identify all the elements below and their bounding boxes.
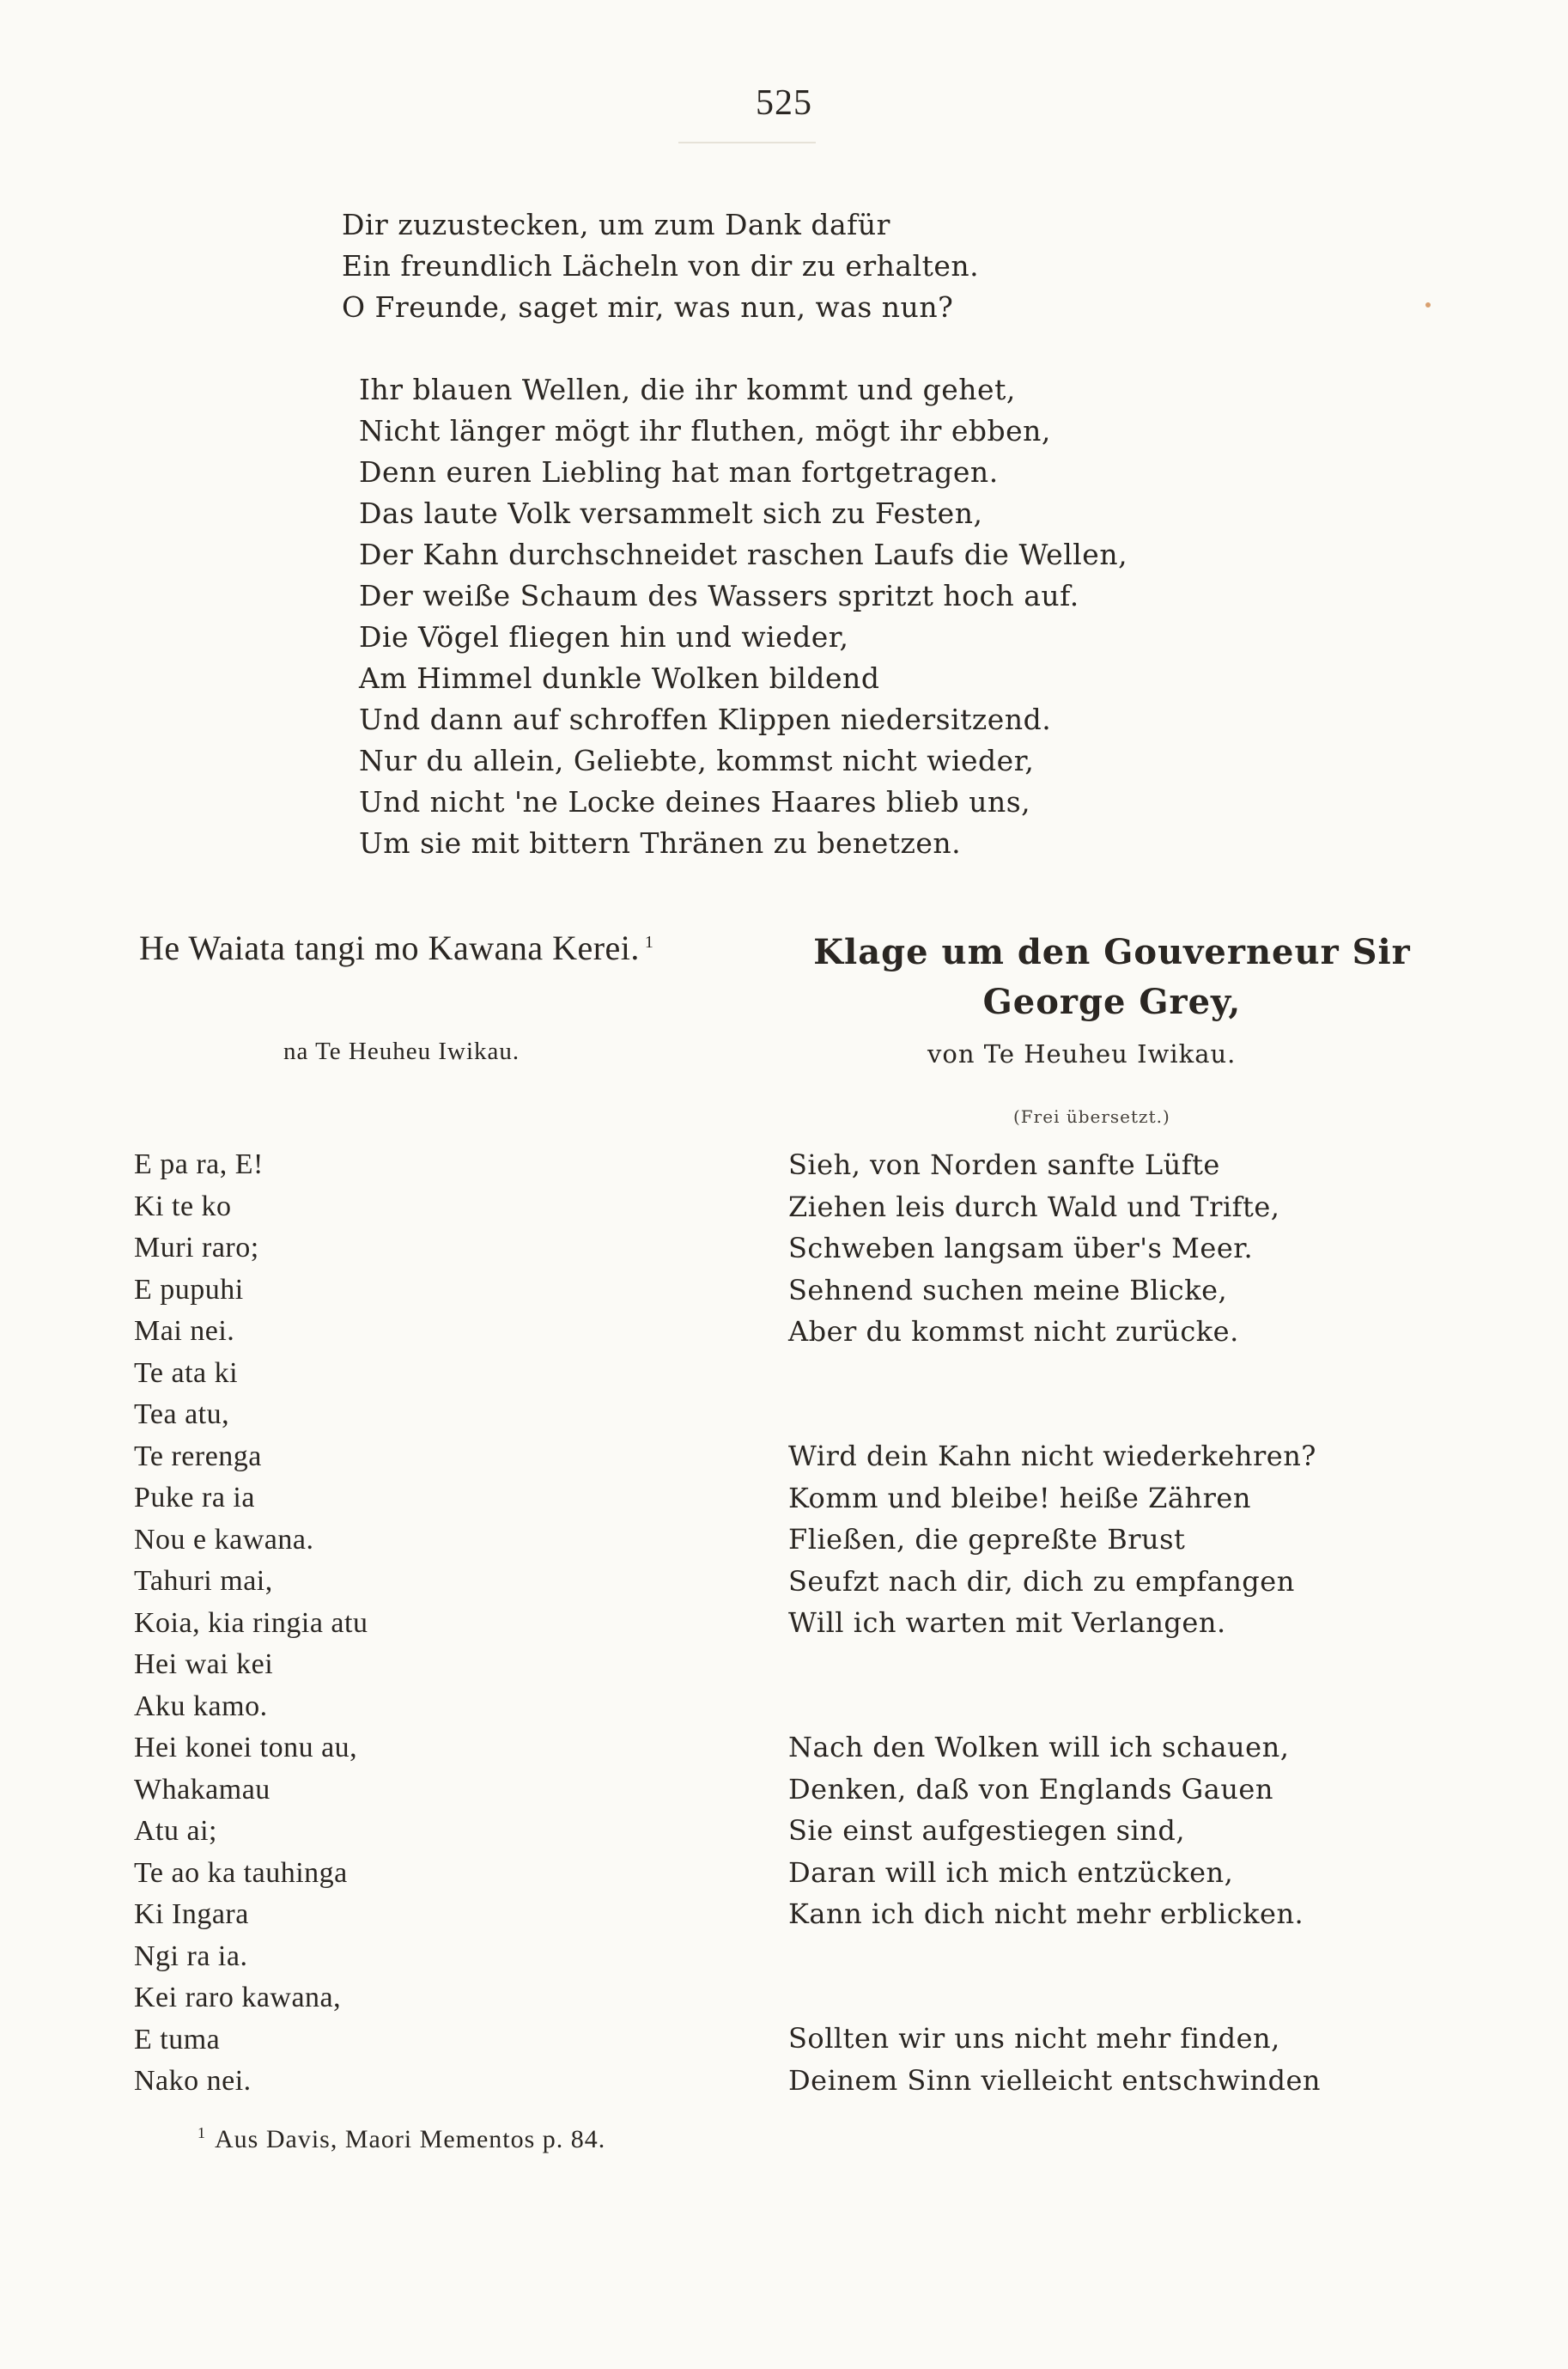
poem-line: Die Vögel fliegen hin und wieder, bbox=[359, 620, 849, 654]
poem-line: O Freunde, saget mir, was nun, was nun? bbox=[342, 290, 954, 324]
german-line: Sieh, von Norden sanfte Lüfte bbox=[788, 1148, 1220, 1181]
maori-line: E tuma bbox=[134, 2023, 221, 2055]
maori-line: Ki Ingara bbox=[134, 1898, 249, 1930]
maori-line: Kei raro kawana, bbox=[134, 1982, 342, 2013]
maori-line: Te rerenga bbox=[134, 1440, 262, 1472]
poem-line: Nicht länger mögt ihr fluthen, mögt ihr ebben, bbox=[359, 414, 1051, 448]
german-stanza-4 bbox=[788, 2018, 1321, 2101]
german-byline: von Te Heuheu Iwikau. bbox=[927, 1039, 1237, 1069]
top-stanza-2 bbox=[359, 369, 1127, 864]
german-line: Nach den Wolken will ich schauen, bbox=[788, 1731, 1290, 1763]
maori-line: Tea atu, bbox=[134, 1398, 230, 1430]
poem-line: Denn euren Liebling hat man fortgetragen. bbox=[359, 455, 999, 489]
maori-line: Ngi ra ia. bbox=[134, 1940, 248, 1972]
german-line: Wird dein Kahn nicht wiederkehren? bbox=[788, 1440, 1316, 1472]
german-line: Seufzt nach dir, dich zu empfangen bbox=[788, 1564, 1295, 1598]
german-line: Kann ich dich nicht mehr erblicken. bbox=[788, 1897, 1304, 1930]
maori-line: Hei konei tonu au, bbox=[134, 1732, 358, 1763]
maori-line: Koia, kia ringia atu bbox=[134, 1606, 368, 1639]
maori-line: Hei wai kei bbox=[134, 1648, 274, 1680]
german-line: Will ich warten mit Verlangen. bbox=[788, 1606, 1226, 1639]
maori-title-text: He Waiata tangi mo Kawana Kerei. bbox=[139, 929, 640, 967]
poem-line: Und dann auf schroffen Klippen niedersitzend. bbox=[359, 703, 1052, 736]
poem-line: Nur du allein, Geliebte, kommst nicht wieder, bbox=[359, 744, 1035, 777]
maori-line: Nou e kawana. bbox=[134, 1523, 314, 1556]
german-line: Schweben langsam über's Meer. bbox=[788, 1232, 1254, 1264]
maori-line: Mai nei. bbox=[134, 1315, 235, 1347]
maori-byline: na Te Heuheu Iwikau. bbox=[283, 1038, 520, 1065]
translation-note: (Frei übersetzt.) bbox=[1013, 1106, 1170, 1127]
german-line: Fließen, die gepreßte Brust bbox=[788, 1523, 1186, 1556]
maori-poem bbox=[134, 1144, 368, 2103]
footnote-text: Aus Davis, Maori Mementos p. 84. bbox=[215, 2125, 606, 2153]
german-stanza-2 bbox=[788, 1435, 1316, 1644]
poem-line: Und nicht 'ne Locke deines Haares blieb uns, bbox=[359, 785, 1031, 819]
maori-line: Whakamau bbox=[134, 1773, 270, 1806]
poem-line: Dir zuzustecken, um zum Dank dafür bbox=[342, 208, 890, 241]
poem-line: Ein freundlich Lächeln von dir zu erhalten. bbox=[342, 249, 980, 283]
german-line: Sollten wir uns nicht mehr finden, bbox=[788, 2022, 1280, 2055]
maori-line: Te ata ki bbox=[134, 1356, 239, 1389]
german-line: Deinem Sinn vielleicht entschwinden bbox=[788, 2063, 1322, 2097]
footnote-mark: 1 bbox=[198, 2124, 206, 2141]
poem-line: Das laute Volk versammelt sich zu Festen, bbox=[359, 496, 983, 530]
german-line: Komm und bleibe! heiße Zähren bbox=[788, 1481, 1251, 1514]
maori-line: Ki te ko bbox=[134, 1190, 232, 1222]
paper-speck bbox=[1425, 302, 1431, 308]
maori-line: Aku kamo. bbox=[134, 1690, 268, 1722]
maori-line: E pa ra, E! bbox=[134, 1148, 264, 1180]
german-stanza-3 bbox=[788, 1727, 1304, 1935]
german-stanza-1 bbox=[788, 1144, 1279, 1353]
maori-line: E pupuhi bbox=[134, 1273, 244, 1306]
german-title: Klage um den Gouverneur Sir George Grey, bbox=[813, 932, 1411, 1022]
poem-line: Der Kahn durchschneidet raschen Laufs die Wellen, bbox=[359, 538, 1128, 571]
german-line: Sie einst aufgestiegen sind, bbox=[788, 1814, 1186, 1847]
german-line: Aber du kommst nicht zurücke. bbox=[788, 1315, 1239, 1348]
header-rule bbox=[678, 142, 816, 143]
maori-line: Puke ra ia bbox=[134, 1482, 255, 1513]
maori-line: Tahuri mai, bbox=[134, 1565, 273, 1597]
german-line: Denken, daß von Englands Gauen bbox=[788, 1772, 1273, 1806]
german-line: Daran will ich mich entzücken, bbox=[788, 1855, 1234, 1889]
maori-line: Atu ai; bbox=[134, 1815, 217, 1847]
footnote bbox=[198, 2124, 605, 2154]
german-line: Ziehen leis durch Wald und Trifte, bbox=[788, 1190, 1280, 1223]
poem-line: Der weiße Schaum des Wassers spritzt hoch auf. bbox=[359, 579, 1079, 612]
footnote-mark: 1 bbox=[644, 932, 654, 952]
poem-line: Am Himmel dunkle Wolken bildend bbox=[359, 661, 880, 695]
maori-line: Muri raro; bbox=[134, 1232, 259, 1264]
maori-line: Nako nei. bbox=[134, 2065, 252, 2097]
german-line: Sehnend suchen meine Blicke, bbox=[788, 1273, 1228, 1306]
maori-title bbox=[139, 928, 653, 968]
poem-line: Um sie mit bittern Thränen zu benetzen. bbox=[359, 826, 962, 860]
page-number: 525 bbox=[756, 83, 812, 123]
top-stanza-1 bbox=[342, 204, 979, 328]
poem-line: Ihr blauen Wellen, die ihr kommt und gehet, bbox=[359, 373, 1016, 406]
maori-line: Te ao ka tauhinga bbox=[134, 1856, 348, 1889]
